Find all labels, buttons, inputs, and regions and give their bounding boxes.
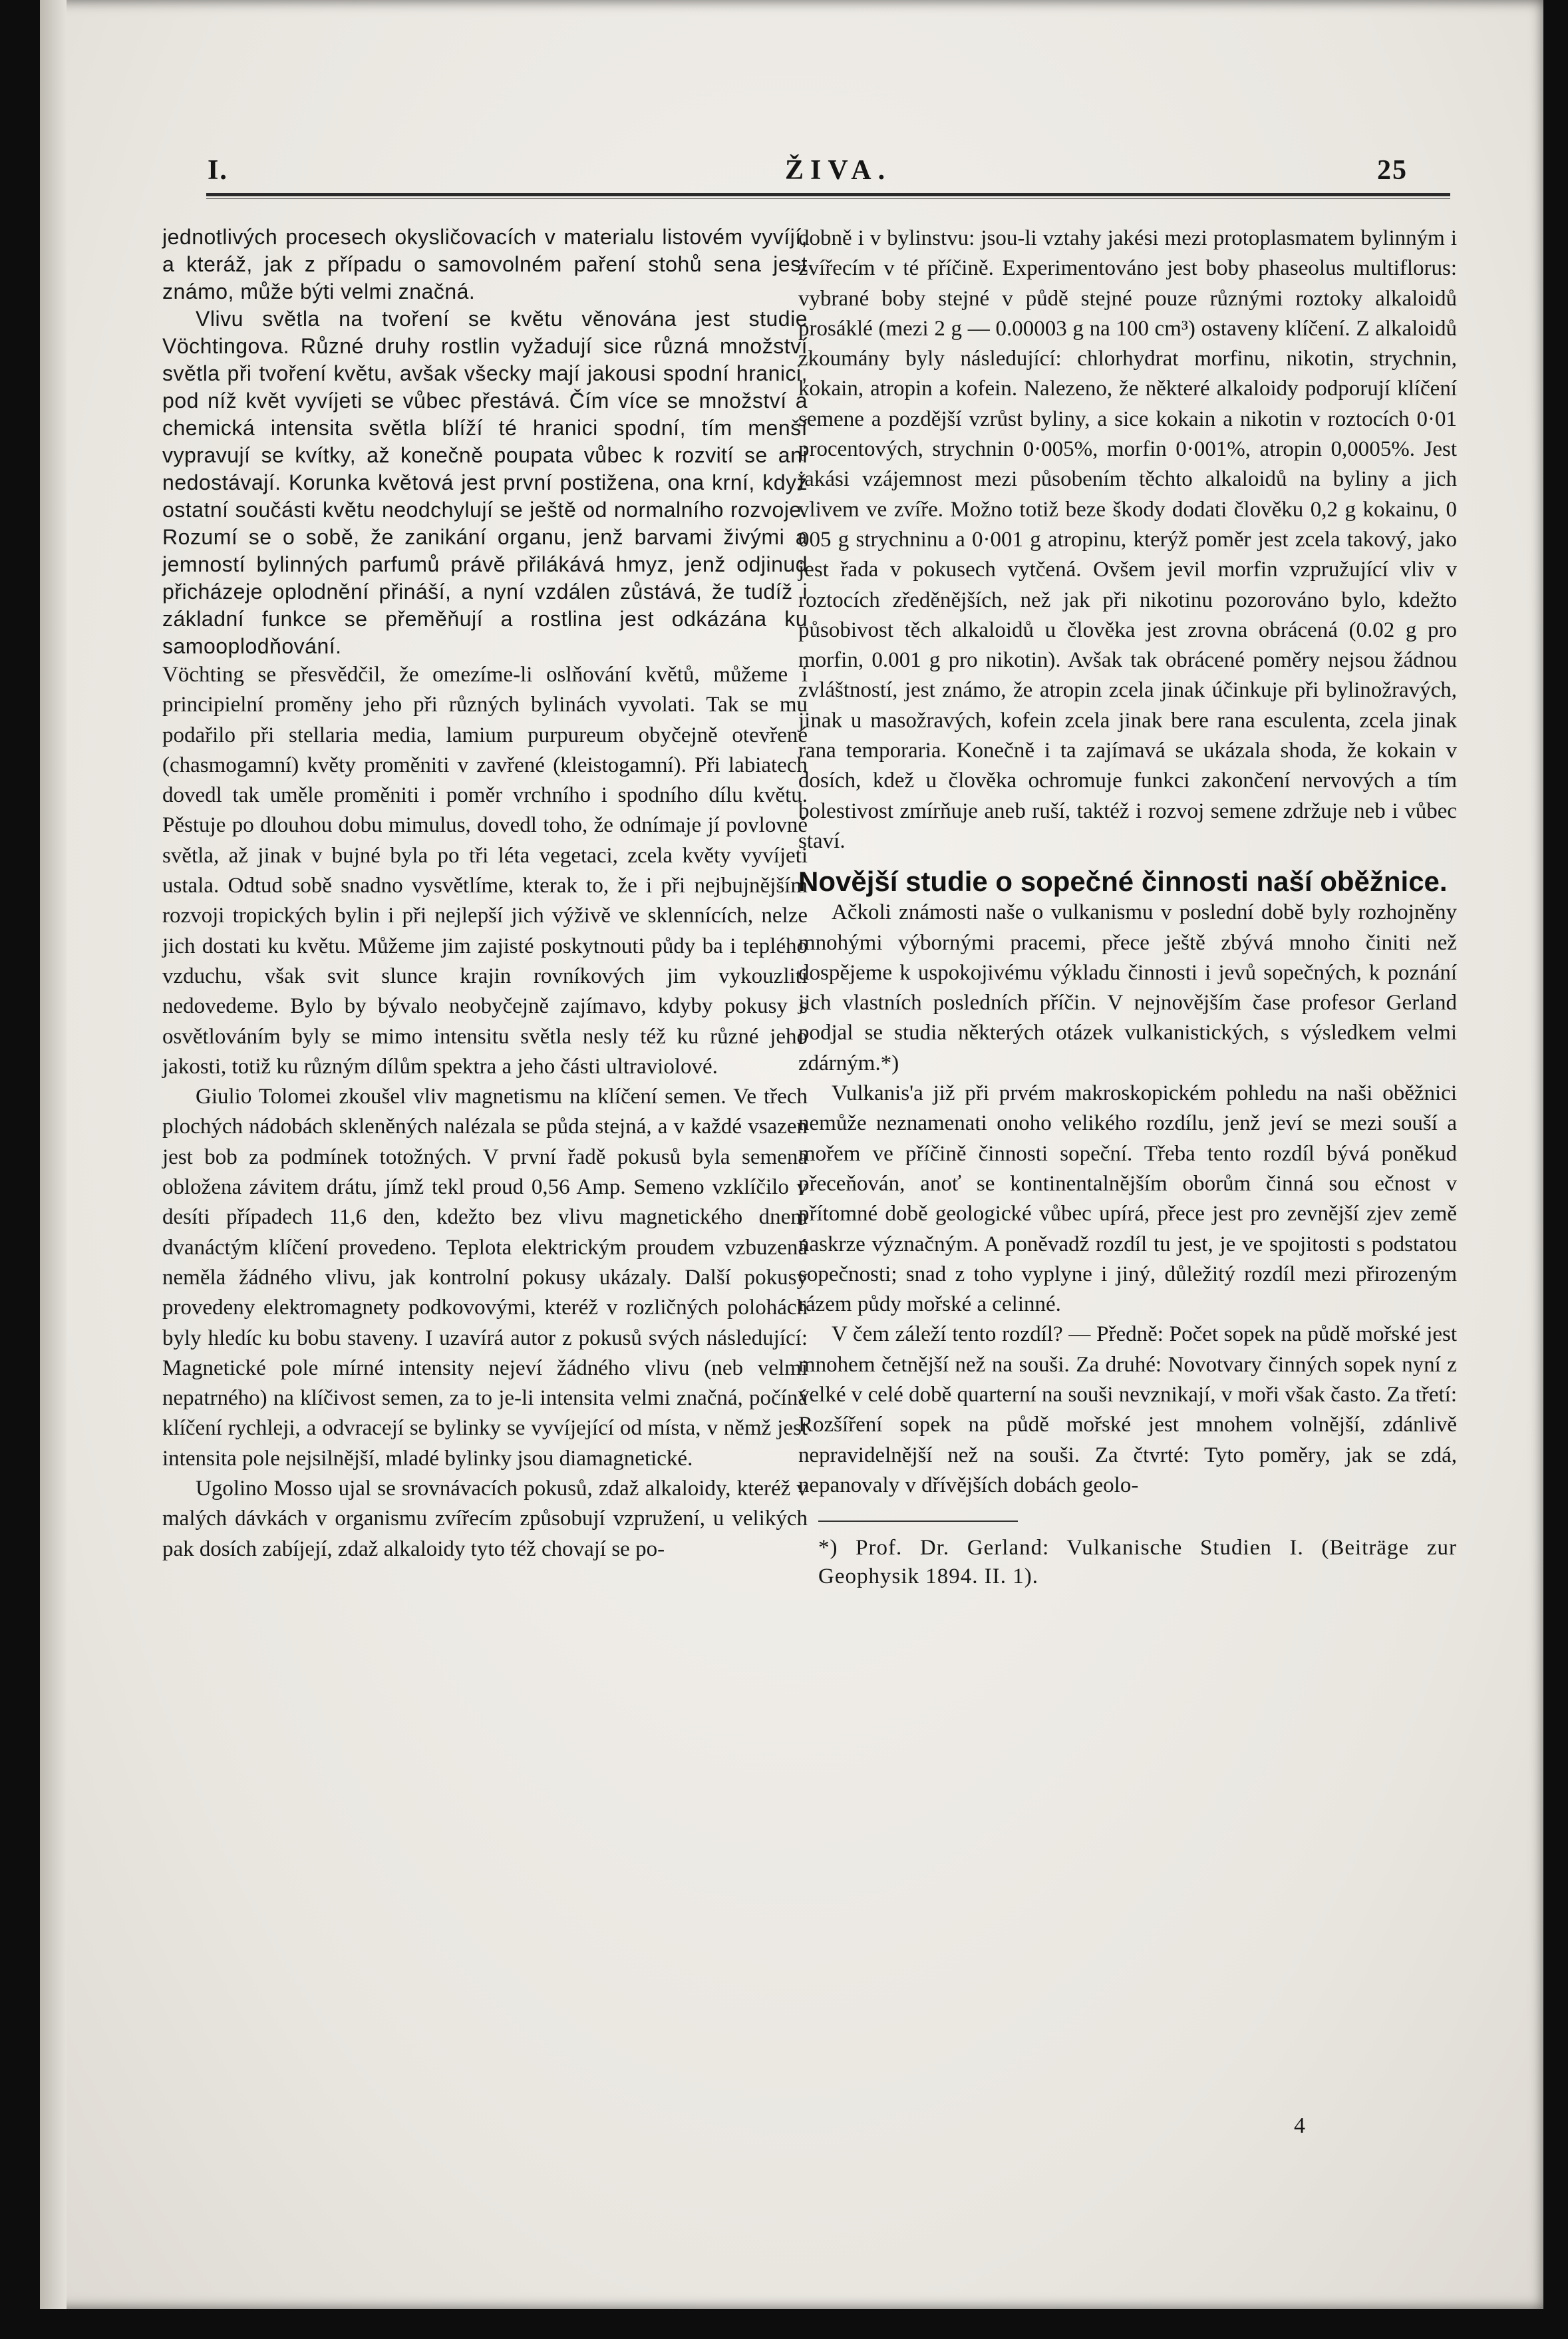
paragraph: Vöchting se přesvědčil, že omezíme-li oslňování květů, můžeme i principielní proměny jeho při různých bylinách vyvolati. Tak se mu podařilo při stellaria media, lamium purpureum obyčejně otevřené (chasmogamní) květy proměniti v zavřené (kleistogamní). Při labiatech dovedl tak uměle proměniti i poměr vrchního i spodního dílu květu. Pěstuje po dlouhou dobu mimulus, dovedl toho, že odnímaje jí povlovně světla, až jinak v bujné byla po tři léta vegetaci, zcela květy vyvíjeti ustala. Odtud sobě snadno vysvětlíme, kterak to, že i při nejbujnějším rozvoji tropických bylin i při nejlepší jich výživě ve sklennících, nelze jich dostati ku květu. Můžeme jim zajisté poskytnouti půdy ba i teplého vzduchu, však svit slunce krajin rovníkových jim vykouzliti nedovedeme. Bylo by bývalo neobyčejně zajímavo, kdyby pokusy s osvětlováním byly se mimo intensitu světla nesly též ku různé jeho jakosti, totiž ku různým dílům spektra a jeho části ultraviolové.	[162, 663, 808, 1079]
journal-title: ŽIVA.	[785, 155, 892, 186]
footnote: *) Prof. Dr. Gerland: Vulkanische Studien I. (Beiträge zur Geophysik 1894. II. 1).	[818, 1536, 1457, 1589]
paragraph: Giulio Tolomei zkoušel vliv magnetismu na klíčení semen. Ve třech plochých nádobách skleněných nalézala se půda stejná, a v každé vsazen jest bob za podmínek totožných. V první řadě pokusů byla semena obložena závitem drátu, jímž tekl proud 0,56 Amp. Semeno vzklíčilo v desíti případech 11,6 den, kdežto bez vlivu magnetického dnem dvanáctým klíčení provedeno. Teplota elektrickým proudem vzbuzená neměla žádného vlivu, jak kontrolní pokusy ukázaly. Další pokusy provedeny elektromagnety podkovovými, kteréž v rozličných polohách byly hledíc ku bobu staveny. I uzavírá autor z pokusů svých následující: Magnetické pole mírné intensity nejeví žádného vlivu (neb velmi nepatrného) na klíčivost semen, za to je-li intensita velmi značná, počíná klíčení rychleji, a odvracejí se bylinky se vyvíjející od místa, v němž jest intensita pole nejsilnější, mladé bylinky jsou diamagnetické.	[162, 1085, 808, 1471]
header-rule-thin	[206, 198, 1450, 199]
footnote-rule	[818, 1521, 1018, 1522]
left-column	[162, 224, 808, 1564]
page-edge-shadow	[40, 0, 67, 2309]
page-number: 25	[1377, 155, 1408, 186]
paragraph: V čem záleží tento rozdíl? — Předně: Počet sopek na půdě mořské jest mnohem četnější než na souši. Za druhé: Novotvary činných sopek nyní z velké v celé době quarterní na souši nevznikají, v moři však často. Za třetí: Rozšíření sopek na půdě mořské jest mnohem volnější, zdánlivě nepravidelnější než na souši. Za čtvrté: Tyto poměry, jak se zdá, nepanovaly v dřívějších dobách geolo-	[798, 1322, 1457, 1497]
paragraph: Ugolino Mosso ujal se srovnávacích pokusů, zdaž alkaloidy, kteréž v malých dávkách v organismu zvířecím způsobují vzpružení, u velikých pak dosích zabíjejí, zdaž alkaloidy tyto též chovají se po-	[162, 1477, 808, 1561]
section-heading: Novější studie o sopečné činnosti naší oběžnice.	[798, 866, 1448, 898]
paragraph: Vlivu světla na tvoření se květu věnována jest studie Vöchtingova. Různé druhy rostlin vyžadují sice různá množství světla při tvoření květu, avšak všecky mají jakousi spodní hranici, pod níž květ vyvíjeti se vůbec přestává. Čím více se množství a chemická intensita světla blíží té hranici spodní, tím menší vypravují se kvítky, až konečně poupata vůbec k rozvití se ani nedostávají. Korunka květová jest první postižena, ona krní, když ostatní součásti květu neodchylují se ještě od normalního rozvoje. Rozumí se o sobě, že zanikání organu, jenž barvami živými a jemností bylinných parfumů právě přilákává hmyz, jenž odjinud přicházeje oplodnění přináší, a nyní vzdálen zůstává, že tudíž i základní funkce se přeměňují a rostlina jest odkázána ku samooplodňování.	[162, 307, 808, 658]
volume-number: I.	[208, 155, 228, 186]
paragraph: jednotlivých procesech okysličovacích v materialu listovém vyvíjí, a kteráž, jak z případu o samovolném paření stohů sena jest známo, může býti velmi značná.	[162, 225, 808, 303]
right-column	[798, 224, 1457, 1591]
paragraph: dobně i v bylinstvu: jsou-li vztahy jakési mezi protoplasmatem bylinným i zvířecím v té příčině. Experimentováno jest boby phaseolus multiflorus: vybrané boby stejné v půdě stejné pouze různými roztoky alkaloidů prosáklé (mezi 2 g — 0.00003 g na 100 cm³) ostaveny klíčení. Z alkaloidů zkoumány byly následující: chlorhydrat morfinu, nikotin, strychnin, kokain, atropin a kofein. Nalezeno, že některé alkaloidy podporují klíčení semene a pozdější vzrůst byliny, a sice kokain a nikotin v roztocích 0·01 procentových, strychnin 0·005%, morfin 0·001%, atropin 0,0005%. Jest jakási vzájemnost mezi působením těchto alkaloidů na byliny a jich vlivem ve zvíře. Možno totiž beze škody dodati člověku 0,2 g kokainu, 0 005 g strychninu a 0·001 g atropinu, kterýž poměr jest zcela takový, jako jest řada v pokusech vytčená. Ovšem jevil morfin vzpružující vliv v roztocích zředěnějších, než jak při nikotinu pozorováno bylo, kdežto působivost těch alkaloidů u člověka jest zrovna obrácená (0.02 g pro morfin, 0.001 g pro nikotin). Avšak tak obrácené poměry nejsou žádnou zvláštností, jest známo, že atropin zcela jinak účinkuje při bylinožravých, jinak u masožravých, kofein zcela jinak bere rana esculenta, zcela jinak rana temporaria. Konečně i ta zajímavá se ukázala shoda, že kokain v dosích, kdež u člověka ochromuje funkci zakončení nervových a tím bolestivost zmírňuje aneb ruší, taktéž i rozvoj semene zdržuje neb i vůbec staví.	[798, 226, 1457, 853]
signature-mark: 4	[1294, 2113, 1305, 2138]
paragraph: Vulkanis'a již při prvém makroskopickém pohledu na naši oběžnici nemůže neznamenati onoho velikého rozdílu, jenž jeví se mezi souší a mořem ve příčině činnosti sopeční. Třeba tento rozdíl bývá poněkud přeceňován, anoť se kontinentalnějším oborům činná sou ečnost v přítomné době geologické vůbec upírá, přece jest pro zevnější zjev země naskrze význačným. A poněvadž rozdíl tu jest, je ve spojitosti s podstatou sopečnosti; snad z toho vyplyne i jiný, důležitý rozdíl mezi přirozeným rázem půdy mořské a celinné.	[798, 1081, 1457, 1317]
running-header	[40, 154, 1543, 194]
paragraph: Ačkoli známosti naše o vulkanismu v poslední době byly rozhojněny mnohými výbornými pracemi, přece ještě zbývá mnoho činiti než dospějeme k uspokojivému výkladu činnosti i jevů sopečných, k poznání jich vlastních posledních příčin. V nejnovějším čase profesor Gerland podjal se studia některých otázek vulkanistických, s výsledkem velmi zdárným.*)	[798, 900, 1457, 1075]
scanned-page	[40, 0, 1543, 2309]
header-rule	[206, 193, 1450, 196]
